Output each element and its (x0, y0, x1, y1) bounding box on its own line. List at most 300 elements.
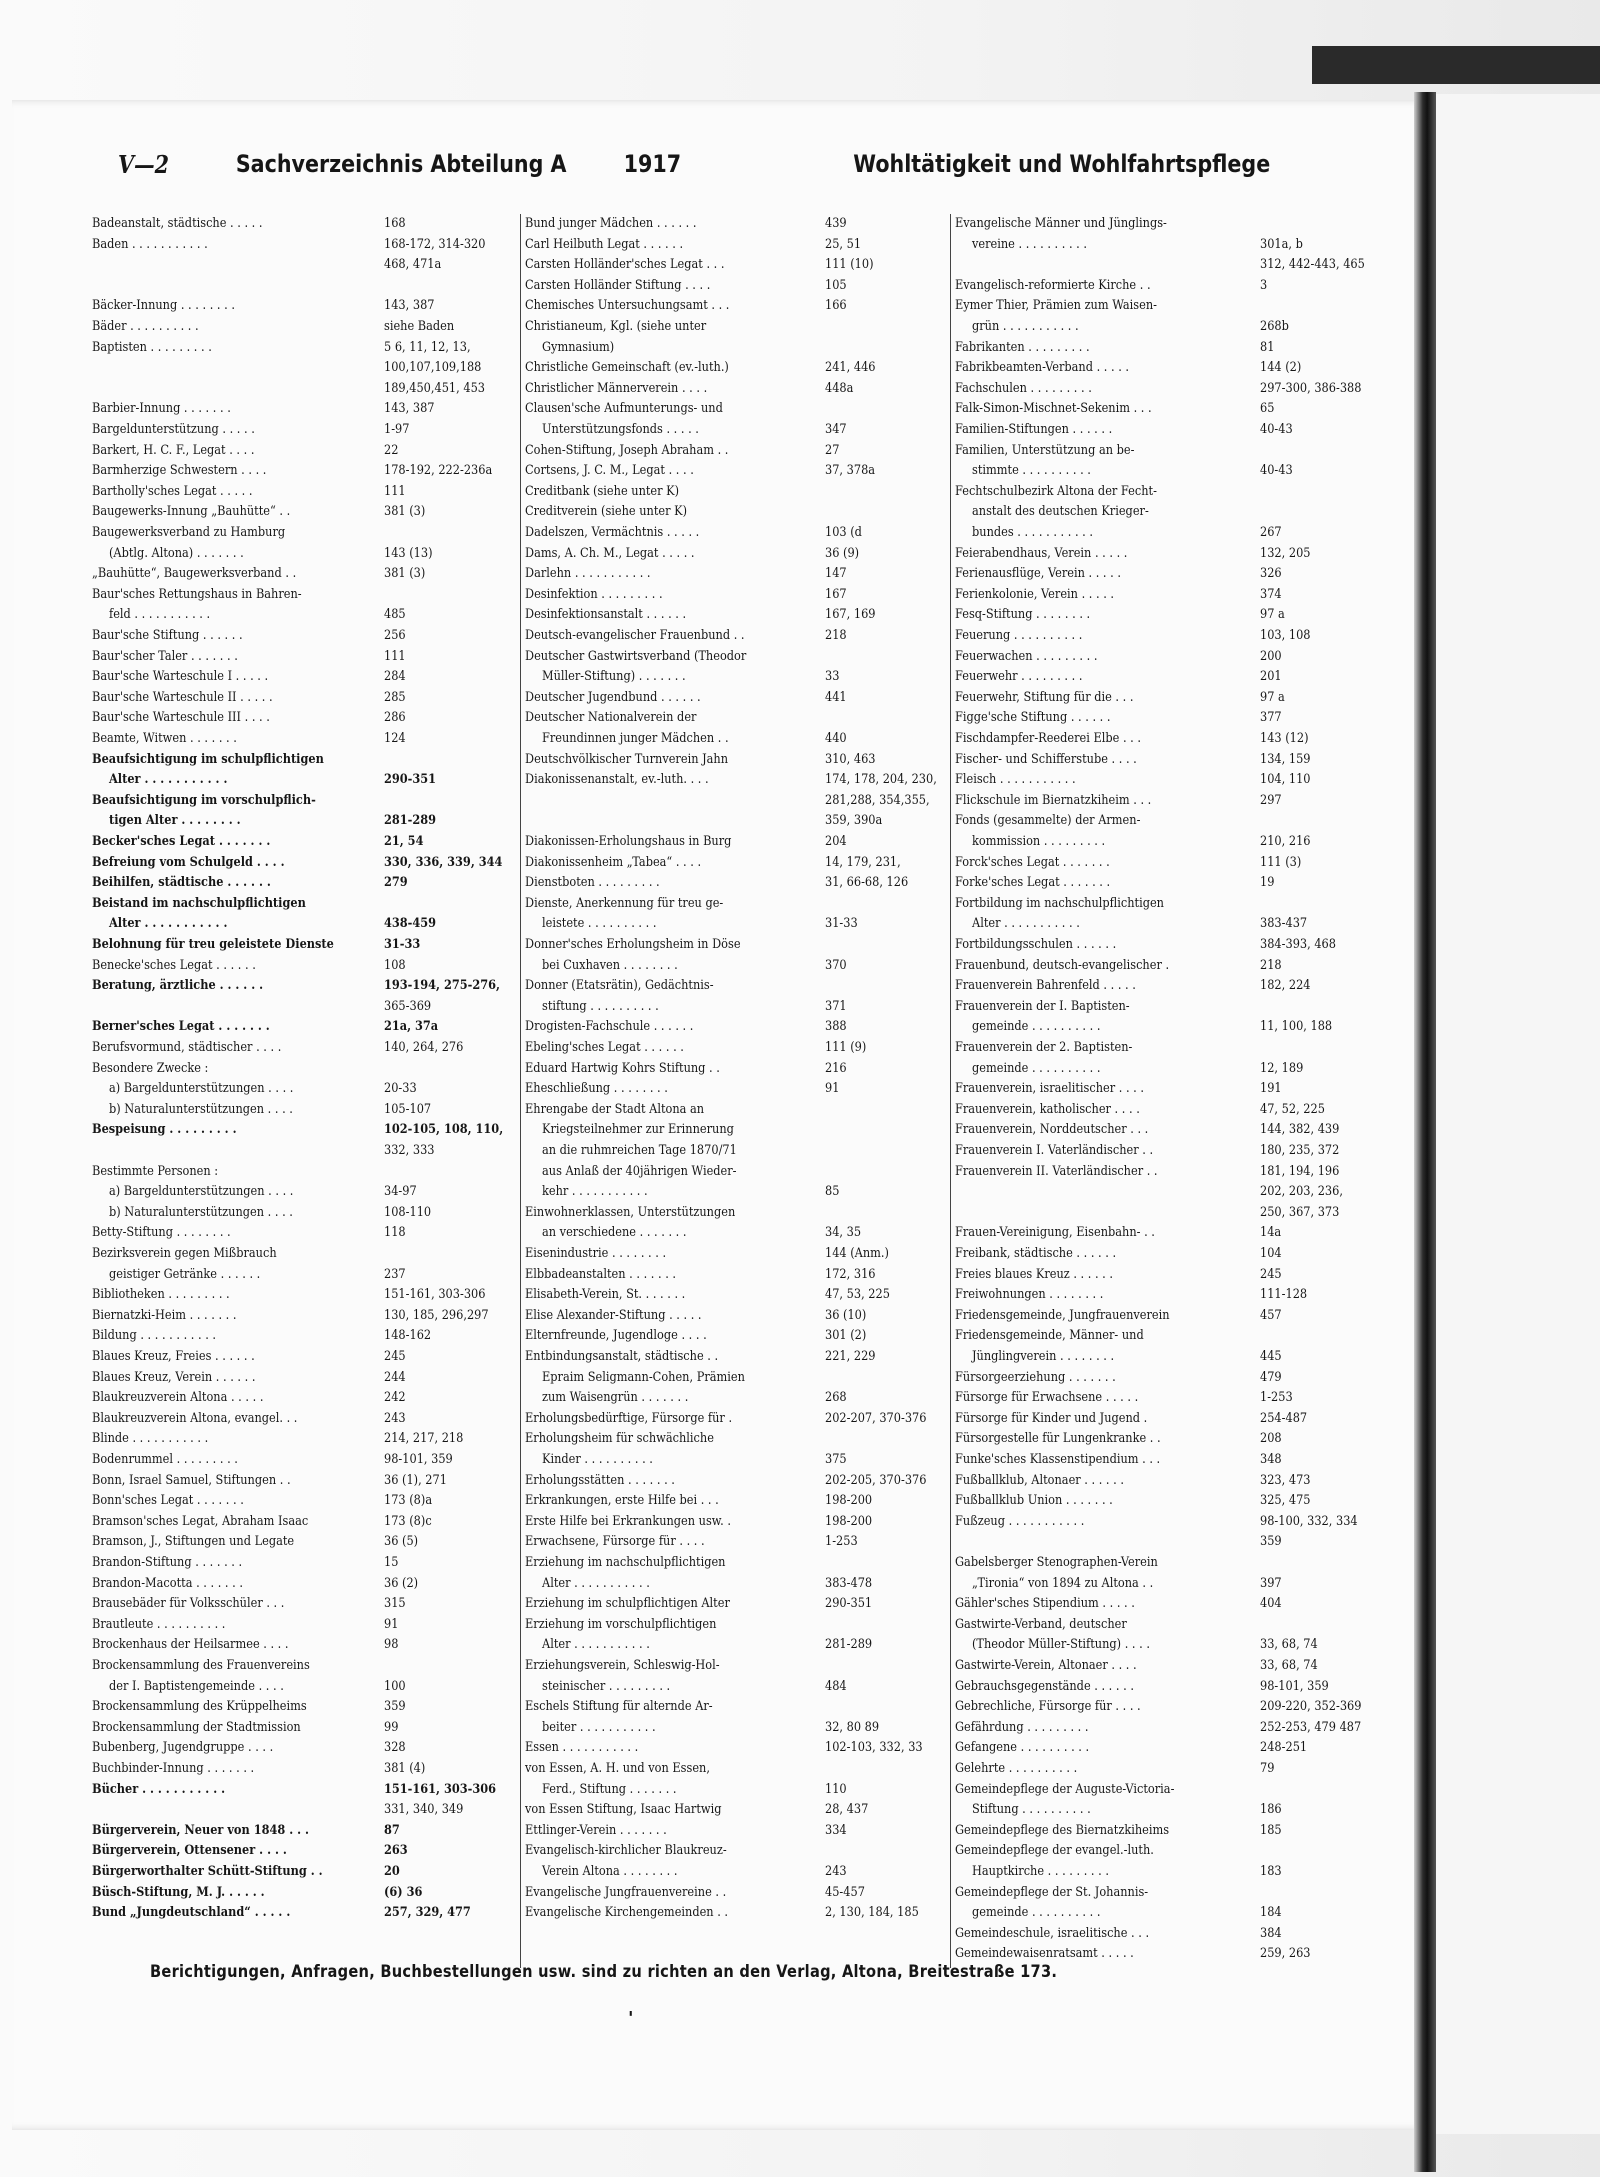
entry-term: Bürgerworthalter Schütt-Stiftung . . (92, 1864, 323, 1879)
entry-term: Gebrauchsgegenstände . . . . . . (955, 1678, 1134, 1694)
entry-pages: 85 (825, 1184, 840, 1200)
index-entry (525, 235, 952, 256)
entry-term: Eisenindustrie . . . . . . . . (525, 1246, 667, 1261)
index-entry (92, 1368, 520, 1389)
index-entry (525, 399, 952, 420)
entry-term: Blaukreuzverein Altona, evangel. . . (92, 1410, 298, 1426)
entry-term: Evangelische Kirchengemeinden . . (525, 1905, 729, 1921)
entry-term: Carsten Holländer'sches Legat . . . (525, 257, 725, 273)
entry-term: Büsch-Stiftung, M. J. . . . . . (92, 1884, 265, 1900)
index-entry (525, 667, 952, 688)
entry-term: Epraim Seligmann-Cohen, Prämien (542, 1369, 745, 1385)
index-entry (92, 523, 520, 544)
index-entry (92, 1059, 520, 1080)
entry-pages: 15 (384, 1555, 399, 1570)
entry-pages: 100 (384, 1678, 406, 1694)
index-entry (92, 688, 520, 709)
index-entry (525, 1120, 952, 1141)
index-entry (955, 1512, 1385, 1533)
entry-term: Gefährdung . . . . . . . . . (955, 1719, 1089, 1735)
entry-term: Erziehung im vorschulpflichtigen (525, 1616, 717, 1632)
entry-term: zum Waisengrün . . . . . . . (542, 1390, 689, 1406)
entry-term: Ferienausflüge, Verein . . . . . (955, 566, 1121, 582)
entry-term: Freibank, städtische . . . . . . (955, 1246, 1117, 1261)
entry-pages: 108 (384, 957, 406, 973)
book-gutter (1414, 92, 1436, 2172)
index-entry (955, 770, 1385, 791)
index-entry (525, 1553, 952, 1574)
entry-pages: 330, 336, 339, 344 (384, 854, 503, 870)
column-rule-1 (520, 214, 521, 1968)
entry-term: Feuerwehr . . . . . . . . . (955, 669, 1083, 685)
index-entry (525, 1841, 952, 1862)
entry-pages: 98-100, 332, 334 (1260, 1513, 1358, 1529)
index-entry (525, 935, 952, 956)
entry-term: an verschiedene . . . . . . . (542, 1225, 687, 1241)
entry-term: Frauen-Vereinigung, Eisenbahn- . . (955, 1225, 1155, 1241)
entry-term: Deutscher Nationalverein der (525, 710, 697, 726)
entry-pages: 34, 35 (825, 1225, 862, 1241)
entry-term: Bespeisung . . . . . . . . . (92, 1122, 237, 1138)
entry-pages: 87 (384, 1822, 400, 1838)
index-entry (955, 502, 1385, 523)
entry-term: Flickschule im Biernatzkiheim . . . (955, 792, 1152, 808)
entry-term: Drogisten-Fachschule . . . . . . (525, 1019, 694, 1035)
entry-pages: 218 (825, 628, 847, 643)
entry-pages: 348 (1260, 1452, 1282, 1467)
entry-pages: 143 (13) (384, 545, 433, 561)
entry-term: Christlicher Männerverein . . . . (525, 380, 708, 396)
entry-pages: 312, 442-443, 465 (1260, 257, 1365, 273)
entry-term: Bibliotheken . . . . . . . . . (92, 1287, 230, 1303)
entry-term: Funke'sches Klassenstipendium . . . (955, 1452, 1161, 1467)
entry-term: Elternfreunde, Jugendloge . . . . (525, 1328, 707, 1344)
entry-pages: 377 (1260, 710, 1282, 726)
entry-term: Alter . . . . . . . . . . . (972, 916, 1080, 932)
index-entry (525, 729, 952, 750)
entry-pages: 103, 108 (1260, 628, 1311, 643)
entry-pages: 281-289 (825, 1637, 873, 1653)
index-entry (955, 1388, 1385, 1409)
entry-pages: 241, 446 (825, 360, 876, 376)
entry-term: Fabrikbeamten-Verband . . . . . (955, 360, 1130, 376)
entry-pages: 290-351 (384, 772, 437, 788)
entry-term: Gefangene . . . . . . . . . . (955, 1740, 1090, 1756)
index-entry (525, 1883, 952, 1904)
entry-pages: 485 (384, 607, 406, 623)
index-entry (955, 1368, 1385, 1389)
index-entry (92, 1615, 520, 1636)
index-entry (525, 461, 952, 482)
entry-pages: 191 (1260, 1081, 1282, 1097)
entry-pages: 285 (384, 689, 406, 705)
entry-term: Fesq-Stiftung . . . . . . . . (955, 607, 1091, 623)
index-entry (955, 1265, 1385, 1286)
index-entry (955, 873, 1385, 894)
index-entry (955, 1903, 1385, 1924)
entry-term: stimmte . . . . . . . . . . (972, 463, 1091, 479)
index-entry (525, 1409, 952, 1430)
entry-term: Falk-Simon-Mischnet-Sekenim . . . (955, 401, 1152, 417)
entry-pages: 144 (Anm.) (825, 1246, 889, 1261)
entry-term: Fußballklub, Altonaer . . . . . . (955, 1472, 1124, 1488)
index-entry (92, 379, 520, 400)
index-entry (525, 832, 952, 853)
index-entry (525, 914, 952, 935)
index-entry (92, 1347, 520, 1368)
entry-pages: 202-205, 370-376 (825, 1472, 927, 1488)
entry-term: der I. Baptistengemeinde . . . . (109, 1678, 284, 1694)
entry-term: Fußballklub Union . . . . . . . (955, 1493, 1113, 1509)
index-entry (525, 1656, 952, 1677)
index-entry (525, 1450, 952, 1471)
entry-term: Fleisch . . . . . . . . . . . (955, 772, 1076, 788)
entry-pages: 104 (1260, 1246, 1282, 1261)
entry-pages: 185 (1260, 1822, 1282, 1838)
index-entry (92, 399, 520, 420)
index-entry (92, 1512, 520, 1533)
entry-pages: 111 (384, 483, 406, 499)
entry-term: a) Bargeldunterstützungen . . . . (109, 1184, 294, 1200)
entry-pages: 468, 471a (384, 257, 442, 273)
entry-term: Christianeum, Kgl. (siehe unter (525, 319, 707, 334)
entry-pages: 359 (1260, 1534, 1282, 1550)
index-entry (525, 1635, 952, 1656)
index-entry (92, 853, 520, 874)
page-number: V—2 (118, 150, 170, 179)
entry-term: Frauenverein, Norddeutscher . . . (955, 1122, 1149, 1138)
index-entry (955, 317, 1385, 338)
entry-pages: 151-161, 303-306 (384, 1781, 497, 1797)
entry-term: Bartholly'sches Legat . . . . . (92, 483, 253, 499)
entry-term: Verein Altona . . . . . . . . (542, 1864, 678, 1879)
entry-term: grün . . . . . . . . . . . (972, 319, 1079, 334)
entry-pages: 118 (384, 1225, 406, 1241)
index-entry (525, 1491, 952, 1512)
entry-pages: 1-253 (825, 1534, 858, 1550)
entry-pages: 28, 437 (825, 1802, 869, 1818)
entry-term: Evangelisch-kirchlicher Blaukreuz- (525, 1843, 727, 1859)
index-entry (92, 276, 520, 297)
index-entry (92, 1594, 520, 1615)
index-entry (525, 1574, 952, 1595)
entry-term: Kriegsteilnehmer zur Erinnerung (542, 1122, 734, 1138)
index-entry (955, 482, 1385, 503)
entry-term: Deutscher Jugendbund . . . . . . (525, 689, 701, 705)
entry-term: Frauenverein der 2. Baptisten- (955, 1040, 1133, 1055)
index-entry (955, 1162, 1385, 1183)
index-entry (525, 338, 952, 359)
entry-term: Ettlinger-Verein . . . . . . . (525, 1822, 667, 1838)
entry-term: Dienste, Anerkennung für treu ge- (525, 895, 724, 911)
entry-term: Gemeindepflege der Auguste-Victoria- (955, 1781, 1175, 1797)
entry-term: Erziehung im schulpflichtigen Alter (525, 1596, 730, 1612)
index-entry (525, 1100, 952, 1121)
entry-term: Gähler'sches Stipendium . . . . . (955, 1596, 1135, 1612)
entry-pages: 36 (1), 271 (384, 1472, 447, 1488)
index-entry (92, 338, 520, 359)
index-entry (955, 1100, 1385, 1121)
entry-pages: 5 6, 11, 12, 13, (384, 339, 471, 355)
index-entry (92, 1079, 520, 1100)
index-entry (92, 1038, 520, 1059)
index-entry (92, 729, 520, 750)
entry-term: Blaukreuzverein Altona . . . . . (92, 1390, 264, 1406)
entry-term: Beistand im nachschulpflichtigen (92, 895, 306, 911)
index-entry (955, 1862, 1385, 1883)
entry-term: Freies blaues Kreuz . . . . . . (955, 1266, 1114, 1282)
entry-pages: 174, 178, 204, 230, (825, 772, 937, 788)
entry-term: Fachschulen . . . . . . . . . (955, 380, 1092, 396)
index-entry (92, 296, 520, 317)
entry-term: b) Naturalunterstützungen . . . . (109, 1204, 293, 1220)
entry-term: Blaues Kreuz, Freies . . . . . . (92, 1349, 255, 1364)
entry-pages: 167, 169 (825, 607, 876, 623)
entry-term: Fürsorgeerziehung . . . . . . . (955, 1369, 1116, 1385)
index-entry (92, 502, 520, 523)
entry-pages: 20-33 (384, 1081, 417, 1097)
entry-term: Eschels Stiftung für alternde Ar- (525, 1699, 713, 1715)
entry-term: Dadelszen, Vermächtnis . . . . . (525, 525, 700, 540)
entry-pages: 284 (384, 669, 406, 685)
entry-term: Gemeindepflege des Biernatzkiheims (955, 1822, 1170, 1838)
index-entry (92, 976, 520, 997)
entry-pages: 47, 53, 225 (825, 1287, 890, 1303)
entry-term: Gabelsberger Stenographen-Verein (955, 1555, 1158, 1570)
index-entry (955, 523, 1385, 544)
entry-pages: 182, 224 (1260, 978, 1311, 994)
index-entry (525, 420, 952, 441)
entry-pages: 79 (1260, 1761, 1275, 1776)
entry-term: Alter . . . . . . . . . . . (542, 1637, 650, 1653)
entry-term: Gastwirte-Verein, Altonaer . . . . (955, 1658, 1137, 1673)
index-entry (92, 1635, 520, 1656)
entry-term: Desinfektionsanstalt . . . . . . (525, 607, 687, 623)
index-entry (525, 255, 952, 276)
entry-pages: 326 (1260, 566, 1282, 582)
index-entry (955, 296, 1385, 317)
entry-pages: 105 (825, 277, 847, 293)
index-entry (525, 276, 952, 297)
entry-pages: 21a, 37a (384, 1019, 439, 1035)
entry-term: Dienstboten . . . . . . . . . (525, 875, 660, 891)
index-entry (955, 1471, 1385, 1492)
entry-term: Jünglingverein . . . . . . . . (972, 1349, 1115, 1364)
index-entry (525, 441, 952, 462)
entry-pages: 148-162 (384, 1328, 432, 1344)
entry-term: Forck'sches Legat . . . . . . . (955, 854, 1110, 870)
index-entry (92, 1532, 520, 1553)
entry-pages: 14a (1260, 1225, 1282, 1241)
entry-pages: 218 (1260, 957, 1282, 973)
entry-pages: 281-289 (384, 813, 437, 829)
entry-term: Befreiung vom Schulgeld . . . . (92, 854, 285, 870)
entry-pages: 334 (825, 1822, 847, 1838)
entry-term: Familien, Unterstützung an be- (955, 442, 1135, 458)
entry-pages: 97 a (1260, 689, 1285, 705)
entry-pages: 254-487 (1260, 1410, 1308, 1426)
index-entry (92, 770, 520, 791)
entry-pages: 202, 203, 236, (1260, 1184, 1343, 1200)
entry-pages: 384 (1260, 1925, 1282, 1941)
entry-pages: 36 (9) (825, 545, 860, 561)
entry-pages: 200 (1260, 648, 1282, 664)
index-entry (92, 1100, 520, 1121)
dark-top-bar (1312, 46, 1600, 84)
entry-term: Brockenhaus der Heilsarmee . . . . (92, 1637, 289, 1653)
index-entry (525, 688, 952, 709)
entry-term: Donner (Etatsrätin), Gedächtnis- (525, 978, 714, 994)
entry-term: Gymnasium) (542, 339, 615, 355)
entry-pages: 198-200 (825, 1493, 873, 1509)
entry-term: Bürgerverein, Ottensener . . . . (92, 1843, 287, 1859)
index-entry (92, 1903, 520, 1924)
entry-term: Stiftung . . . . . . . . . . (972, 1802, 1091, 1818)
entry-term: Frauenverein, katholischer . . . . (955, 1101, 1140, 1117)
entry-term: Feuerung . . . . . . . . . . (955, 628, 1083, 643)
entry-term: Buchbinder-Innung . . . . . . . (92, 1761, 255, 1776)
entry-pages: 102-103, 332, 33 (825, 1740, 923, 1756)
entry-pages: 388 (825, 1019, 847, 1035)
entry-term: Erwachsene, Fürsorge für . . . . (525, 1534, 705, 1550)
index-entry (955, 605, 1385, 626)
entry-term: Gebrechliche, Fürsorge für . . . . (955, 1699, 1141, 1715)
entry-pages: 359 (384, 1699, 406, 1715)
index-entry (92, 956, 520, 977)
entry-term: Deutsch-evangelischer Frauenbund . . (525, 628, 745, 643)
entry-term: Frauenverein I. Vaterländischer . . (955, 1143, 1154, 1158)
entry-pages: 19 (1260, 875, 1275, 891)
index-entry (955, 1203, 1385, 1224)
entry-term: aus Anlaß der 40jährigen Wieder- (542, 1163, 737, 1179)
entry-pages: 2, 130, 184, 185 (825, 1905, 919, 1921)
entry-pages: 210, 216 (1260, 834, 1311, 849)
entry-term: Hauptkirche . . . . . . . . . (972, 1864, 1109, 1879)
index-entry (955, 997, 1385, 1018)
index-entry (92, 626, 520, 647)
entry-term: Familien-Stiftungen . . . . . . (955, 422, 1113, 437)
entry-term: Dams, A. Ch. M., Legat . . . . . (525, 545, 695, 561)
entry-term: Freiwohnungen . . . . . . . . (955, 1287, 1104, 1303)
entry-term: Evangelische Jungfrauenvereine . . (525, 1884, 727, 1900)
entry-term: Diakonissenanstalt, ev.-luth. . . . (525, 772, 709, 788)
entry-term: Erziehung im nachschulpflichtigen (525, 1555, 726, 1570)
entry-term: Brautleute . . . . . . . . . . (92, 1616, 226, 1632)
index-entry (955, 1429, 1385, 1450)
entry-term: Deutscher Gastwirtsverband (Theodor (525, 648, 747, 664)
entry-term: Frauenverein der I. Baptisten- (955, 998, 1130, 1014)
entry-term: Figge'sche Stiftung . . . . . . (955, 710, 1111, 726)
index-entry (955, 1656, 1385, 1677)
entry-term: Elisabeth-Verein, St. . . . . . . (525, 1287, 686, 1303)
entry-pages: 147 (825, 566, 847, 582)
entry-term: feld . . . . . . . . . . . (109, 607, 211, 623)
entry-pages: 479 (1260, 1369, 1282, 1385)
entry-pages: 204 (825, 834, 847, 849)
index-entry (92, 1017, 520, 1038)
index-entry (955, 1841, 1385, 1862)
entry-term: Baur'sche Warteschule III . . . . (92, 710, 270, 726)
entry-pages: 172, 316 (825, 1266, 876, 1282)
index-entry (955, 1079, 1385, 1100)
entry-term: (Theodor Müller-Stiftung) . . . . (972, 1637, 1150, 1653)
index-entry (955, 708, 1385, 729)
index-entry (92, 1780, 520, 1801)
index-entry (525, 296, 952, 317)
footer-notice: Berichtigungen, Anfragen, Buchbestellungen usw. sind zu richten an den Verlag, Altona, Breitestraße 173. (150, 1962, 1058, 1982)
entry-pages: 91 (384, 1616, 399, 1632)
index-entry (525, 1326, 952, 1347)
entry-pages: 248-251 (1260, 1740, 1308, 1756)
index-entry (525, 1615, 952, 1636)
index-entry (955, 832, 1385, 853)
entry-term: Barbier-Innung . . . . . . . (92, 401, 231, 417)
entry-term: Brockensammlung des Krüppelheims (92, 1699, 307, 1715)
entry-term: von Essen Stiftung, Isaac Hartwig (525, 1802, 722, 1818)
entry-term: Bürgerverein, Neuer von 1848 . . . (92, 1822, 309, 1838)
entry-term: Belohnung für treu geleistete Dienste (92, 937, 334, 952)
entry-pages: 36 (10) (825, 1307, 867, 1323)
entry-pages: 310, 463 (825, 751, 876, 767)
entry-term: Bäder . . . . . . . . . . (92, 319, 199, 334)
entry-term: Bestimmte Personen : (92, 1163, 219, 1179)
entry-term: gemeinde . . . . . . . . . . (972, 1060, 1101, 1076)
entry-pages: 11, 100, 188 (1260, 1019, 1333, 1035)
index-entry (92, 1182, 520, 1203)
index-entry (955, 1306, 1385, 1327)
index-entry (525, 1079, 952, 1100)
index-entry (525, 1800, 952, 1821)
index-entry (955, 1285, 1385, 1306)
entry-pages: 286 (384, 710, 406, 726)
entry-term: Baur'sche Warteschule I . . . . . (92, 669, 269, 685)
index-entry (92, 811, 520, 832)
index-entry (525, 791, 952, 812)
entry-pages: 151-161, 303-306 (384, 1287, 486, 1303)
entry-term: Baur'sche Stiftung . . . . . . (92, 628, 243, 643)
index-entry (525, 564, 952, 585)
index-entry (955, 626, 1385, 647)
entry-pages: 375 (825, 1452, 847, 1467)
entry-term: Bramson, J., Stiftungen und Legate (92, 1534, 295, 1550)
entry-term: Gastwirte-Verband, deutscher (955, 1616, 1127, 1632)
entry-term: Bargeldunterstützung . . . . . (92, 422, 255, 437)
entry-term: Bodenrummel . . . . . . . . . (92, 1452, 238, 1467)
entry-pages: 198-200 (825, 1513, 873, 1529)
entry-pages: 181, 194, 196 (1260, 1163, 1340, 1179)
index-entry (525, 626, 952, 647)
entry-pages: 130, 185, 296,297 (384, 1307, 489, 1323)
index-entry (92, 708, 520, 729)
entry-term: von Essen, A. H. und von Essen, (525, 1761, 710, 1776)
entry-pages: 259, 263 (1260, 1946, 1311, 1962)
entry-term: Diakonissen-Erholungshaus in Burg (525, 834, 732, 849)
entry-term: Frauenverein II. Vaterländischer . . (955, 1163, 1158, 1179)
index-entry (955, 853, 1385, 874)
index-entry (525, 1821, 952, 1842)
entry-pages: 381 (3) (384, 504, 426, 520)
entry-pages: 281,288, 354,355, (825, 792, 930, 808)
index-entry (525, 811, 952, 832)
index-entry (525, 1738, 952, 1759)
entry-term: Müller-Stiftung) . . . . . . . (542, 669, 686, 685)
index-entry (92, 358, 520, 379)
entry-term: (Abtlg. Altona) . . . . . . . (109, 545, 244, 561)
index-entry (92, 1800, 520, 1821)
entry-pages: 173 (8)a (384, 1493, 433, 1509)
entry-pages: 252-253, 479 487 (1260, 1719, 1362, 1735)
entry-term: Badeanstalt, städtische . . . . . (92, 216, 263, 231)
